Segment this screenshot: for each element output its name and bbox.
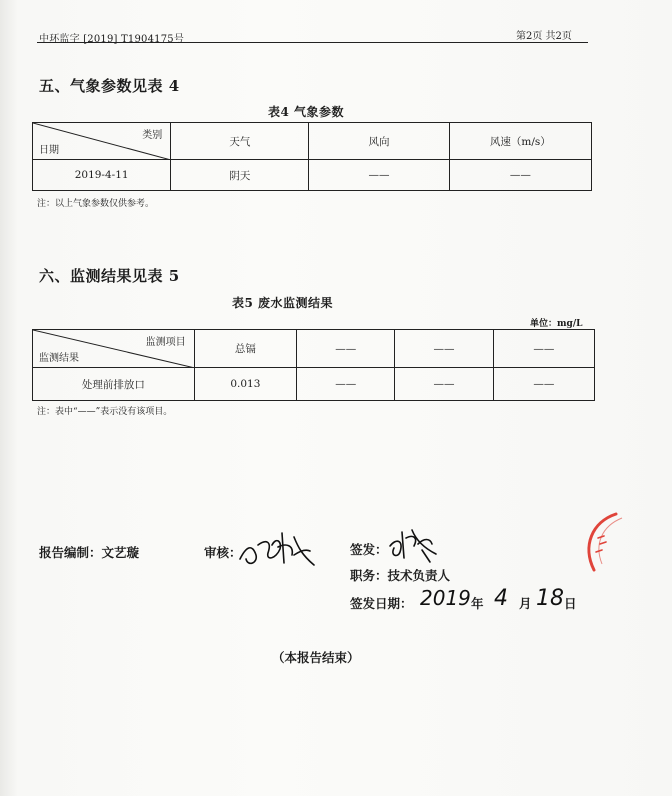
reviewer-signature [236, 525, 318, 571]
cell-empty-1: —— [297, 368, 395, 401]
corner-item: 监测项目 [145, 337, 186, 348]
cell-empty-2: —— [395, 368, 493, 401]
col-total-cadmium: 总镉 [194, 330, 296, 368]
weather-table [32, 122, 592, 191]
page-info: 第2页 共2页 [516, 31, 572, 42]
cell-cadmium-value: 0.013 [194, 368, 296, 401]
issue-date-label: 签发日期： [350, 596, 413, 611]
cell-empty-3: —— [493, 368, 594, 401]
corner-result: 监测结果 [39, 353, 79, 364]
compiler-line [39, 543, 139, 561]
table5-note: 注：表中“——”表示没有该项目。 [37, 407, 173, 417]
wastewater-table [32, 329, 595, 401]
table4-note: 注：以上气象参数仅供参考。 [37, 199, 155, 209]
issue-date-month: 4 [494, 586, 508, 611]
official-seal-icon [572, 508, 672, 588]
corner-category: 类别 [142, 130, 163, 141]
month-unit: 月 [519, 596, 532, 611]
cell-wind-speed: —— [449, 160, 591, 191]
col-wind-direction: 风向 [309, 123, 449, 160]
corner-date: 日期 [39, 145, 59, 156]
cell-weather: 阴天 [171, 160, 309, 191]
section5-title: 五、气象参数见表 4 [39, 77, 180, 95]
cell-date: 2019-4-11 [33, 160, 171, 191]
issuer-label: 签发： [350, 542, 388, 557]
col-empty-1: —— [297, 330, 395, 368]
col-empty-3: —— [493, 330, 594, 368]
year-unit: 年 [471, 596, 484, 611]
compiler-name: 文艺璇 [101, 545, 140, 560]
issue-date-year: 2019 [420, 586, 471, 610]
table5-caption: 表5 废水监测结果 [232, 296, 334, 310]
position-value: 技术负责人 [387, 568, 451, 583]
position-label: 职务： [350, 568, 388, 583]
cell-wind-direction: —— [309, 160, 449, 191]
col-weather: 天气 [171, 123, 309, 160]
weather-table-corner [33, 123, 171, 160]
issuer-signature [384, 524, 442, 564]
reviewer-label: 审核： [204, 545, 242, 560]
cell-sampling-point: 处理前排放口 [33, 368, 195, 401]
col-wind-speed: 风速（m/s） [449, 123, 591, 160]
wastewater-table-corner [33, 330, 195, 368]
col-empty-2: —— [395, 330, 493, 368]
report-end: （本报告结束） [272, 650, 360, 665]
issue-date-day: 18 [536, 586, 564, 611]
day-unit: 日 [564, 596, 577, 611]
section6-title: 六、监测结果见表 5 [39, 267, 180, 285]
table4-caption: 表4 气象参数 [268, 105, 345, 119]
header-divider [37, 42, 588, 43]
position-line [350, 566, 450, 584]
doc-number: 中环监字 [2019] T1904175号 [39, 34, 185, 45]
unit-label: 单位：mg/L [530, 319, 583, 329]
compiler-label: 报告编制： [39, 545, 102, 560]
